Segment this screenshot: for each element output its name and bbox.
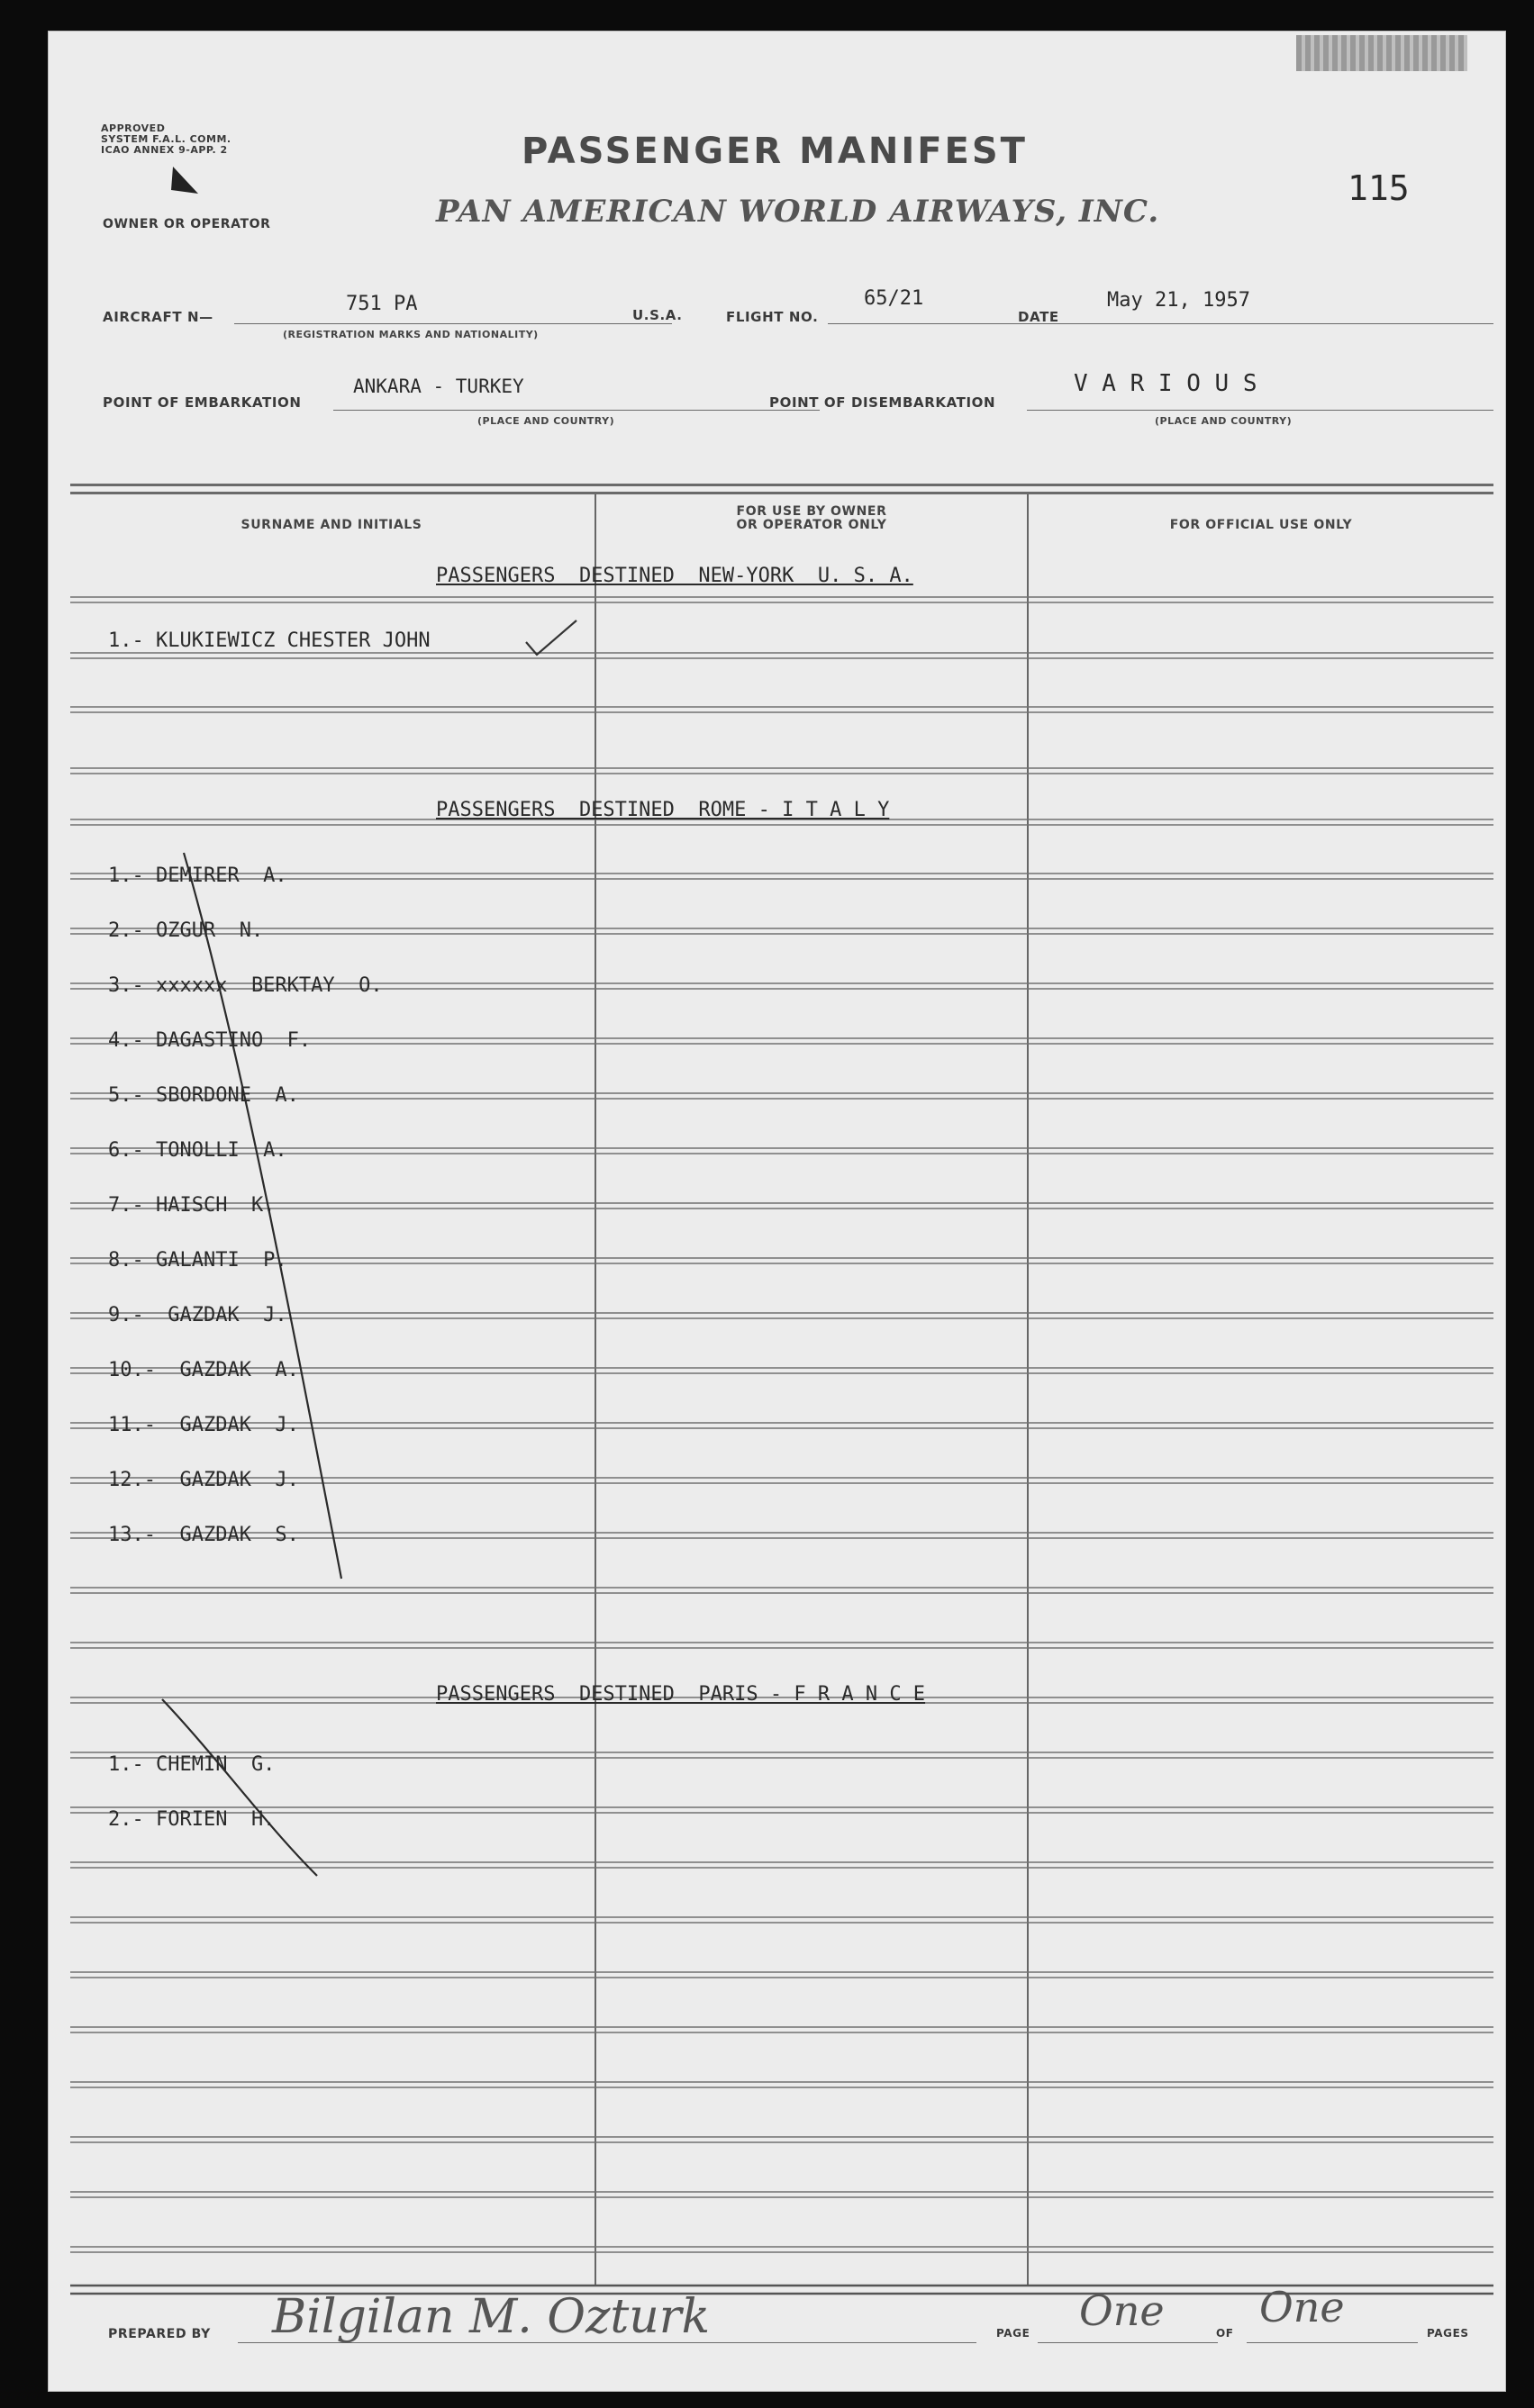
page-title: PASSENGER MANIFEST — [522, 131, 1028, 172]
passenger-entry: 3.- xxxxxx BERKTAY O. — [108, 974, 383, 997]
pages-label: PAGES — [1427, 2327, 1469, 2340]
date-label: DATE — [1018, 309, 1059, 325]
approved-line: APPROVED — [101, 122, 166, 134]
passenger-entry: 8.- GALANTI P. — [108, 1249, 287, 1272]
flight-number: 65/21 — [864, 287, 924, 310]
owner-label: OWNER OR OPERATOR — [103, 217, 271, 231]
aircraft-label: AIRCRAFT N— — [103, 309, 213, 325]
col-header-official: FOR OFFICIAL USE ONLY — [1169, 518, 1353, 532]
embarkation-label: POINT OF EMBARKATION — [103, 394, 302, 411]
passenger-entry: 13.- GAZDAK S. — [108, 1524, 299, 1546]
passenger-entry: 7.- HAISCH K. — [108, 1194, 276, 1217]
group-heading-paris: PASSENGERS DESTINED PARIS - F R A N C E — [436, 1683, 926, 1706]
disembarkation-label: POINT OF DISEMBARKATION — [769, 394, 996, 411]
airline-name: PAN AMERICAN WORLD AIRWAYS, INC. — [436, 194, 1160, 230]
passenger-entry: 12.- GAZDAK J. — [108, 1469, 299, 1491]
page-number: 115 — [1348, 168, 1410, 208]
manifest-sheet — [48, 31, 1506, 2392]
place-country-note: (PLACE AND COUNTRY) — [477, 415, 615, 427]
place-country-note-2: (PLACE AND COUNTRY) — [1155, 415, 1293, 427]
preparer-signature: Bilgilan M. Ozturk — [272, 2290, 711, 2344]
flight-date: May 21, 1957 — [1107, 289, 1250, 312]
page-label: PAGE — [996, 2327, 1030, 2340]
embarkation-value: ANKARA - TURKEY — [353, 376, 524, 397]
col-header-owner-line: FOR USE BY OWNER — [736, 504, 887, 519]
group-heading-rome: PASSENGERS DESTINED ROME - I T A L Y — [436, 799, 890, 821]
passenger-entry: 10.- GAZDAK A. — [108, 1359, 299, 1381]
passenger-entry: 1.- KLUKIEWICZ CHESTER JOHN — [108, 629, 431, 652]
hand-strike-lines — [49, 32, 1505, 2391]
passenger-entry: 1.- DEMIRER A. — [108, 865, 287, 887]
of-label: OF — [1216, 2327, 1234, 2340]
passenger-entry: 6.- TONOLLI A. — [108, 1139, 287, 1162]
prepared-by-label: PREPARED BY — [108, 2327, 211, 2341]
total-pages-value: One — [1259, 2283, 1345, 2331]
passenger-entry: 2.- FORIEN H. — [108, 1808, 276, 1831]
passenger-entry: 9.- GAZDAK J. — [108, 1304, 287, 1326]
passenger-entry: 2.- OZGUR N. — [108, 919, 264, 942]
group-heading-new-york: PASSENGERS DESTINED NEW-YORK U. S. A. — [436, 565, 913, 587]
col-header-owner-line: OR OPERATOR ONLY — [736, 518, 887, 532]
passenger-entry: 4.- DAGASTINO F. — [108, 1029, 312, 1052]
registration-note: (REGISTRATION MARKS AND NATIONALITY) — [283, 329, 539, 340]
approved-line: ICAO ANNEX 9-APP. 2 — [101, 144, 228, 156]
passenger-entry: 1.- CHEMIN G. — [108, 1753, 276, 1776]
approved-line: SYSTEM F.A.L. COMM. — [101, 133, 231, 145]
col-header-surname: SURNAME AND INITIALS — [241, 518, 422, 532]
passenger-entry: 5.- SBORDONE A. — [108, 1084, 299, 1107]
flight-label: FLIGHT NO. — [726, 309, 819, 325]
corner-stamp — [1296, 35, 1467, 71]
usa-label: U.S.A. — [632, 307, 683, 323]
passenger-entry: 11.- GAZDAK J. — [108, 1414, 299, 1436]
disembarkation-value: V A R I O U S — [1074, 370, 1257, 397]
page-value: One — [1079, 2286, 1165, 2335]
aircraft-value: 751 PA — [346, 293, 418, 315]
